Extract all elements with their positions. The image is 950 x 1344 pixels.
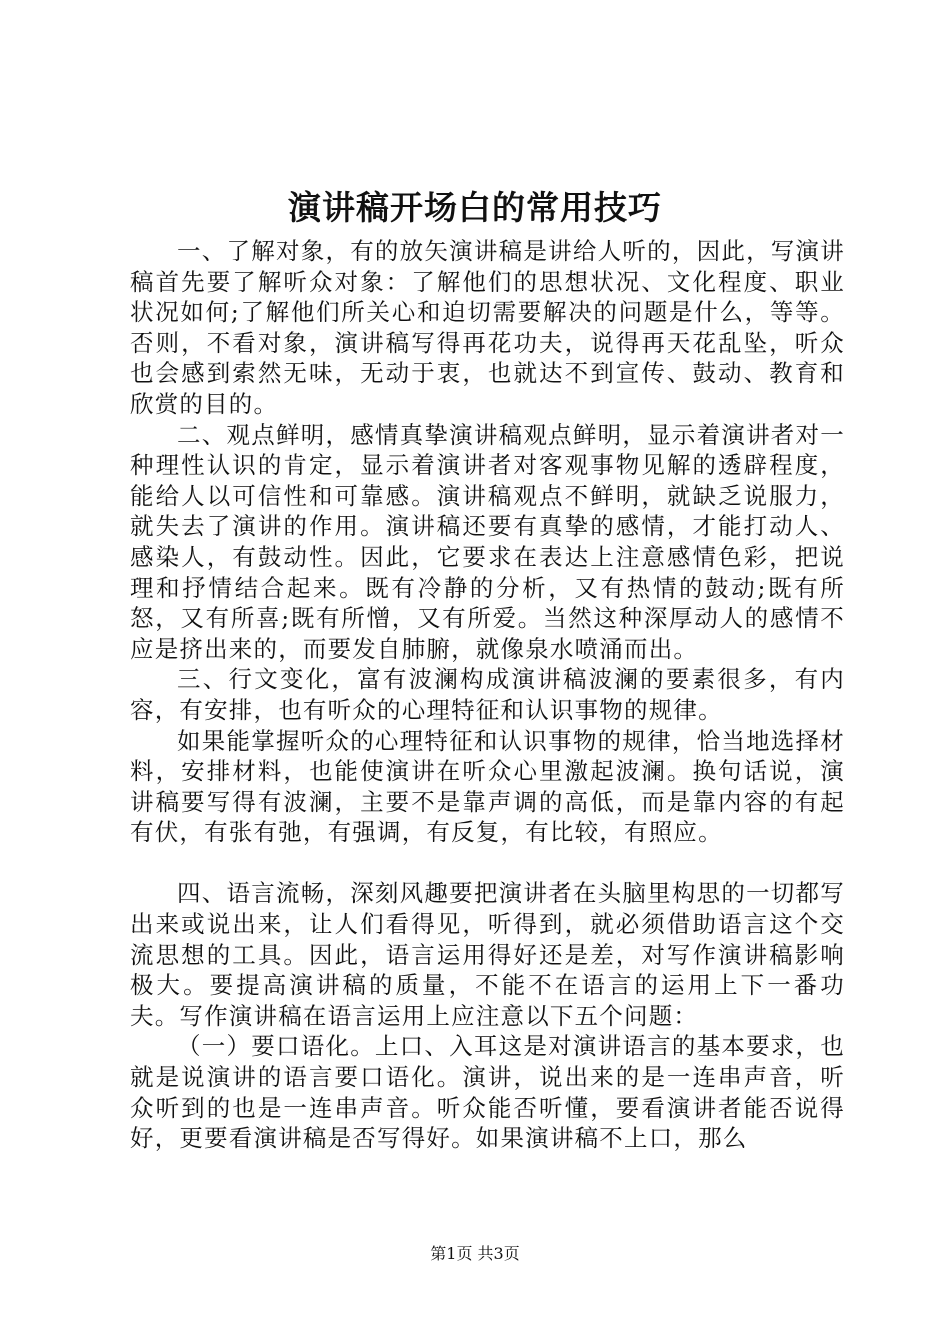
paragraph: 二、观点鲜明，感情真挚演讲稿观点鲜明，显示着演讲者对一种理性认识的肯定，显示着演讲者对客观事物见解的透辟程度，能给人以可信性和可靠感。演讲稿观点不鲜明，就缺乏说服力，就失去了演讲的作用。演讲稿还要有真挚的感情，才能打动人、感染人，有鼓动性。因此，它要求在表达上注意感情色彩，把说理和抒情结合起来。既有冷静的分析，又有热情的鼓动;既有所怒，又有所喜;既有所憎，又有所爱。当然这种深厚动人的感情不应是挤出来的，而要发自肺腑，就像泉水喷涌而出。 bbox=[130, 420, 845, 663]
document-title: 演讲稿开场白的常用技巧 bbox=[288, 188, 662, 227]
paragraph: 如果能掌握听众的心理特征和认识事物的规律，恰当地选择材料，安排材料，也能使演讲在听众心里激起波澜。换句话说，演讲稿要写得有波澜，主要不是靠声调的高低，而是靠内容的有起有伏，有张有弛，有强调，有反复，有比较，有照应。 bbox=[130, 726, 845, 847]
paragraph: （一）要口语化。上口、入耳这是对演讲语言的基本要求，也就是说演讲的语言要口语化。演讲，说出来的是一连串声音，听众听到的也是一连串声音。听众能否听懂，要看演讲者能否说得好，更要看演讲稿是否写得好。如果演讲稿不上口，那么 bbox=[130, 1032, 845, 1153]
paragraph: 三、行文变化，富有波澜构成演讲稿波澜的要素很多，有内容，有安排，也有听众的心理特征和认识事物的规律。 bbox=[130, 665, 845, 724]
paragraph: 一、了解对象，有的放矢演讲稿是讲给人听的，因此，写演讲稿首先要了解听众对象：了解他们的思想状况、文化程度、职业状况如何;了解他们所关心和迫切需要解决的问题是什么，等等。否则，不看对象，演讲稿写得再花功夫，说得再天花乱坠，听众也会感到索然无味，无动于衷，也就达不到宣传、鼓动、教育和欣赏的目的。 bbox=[130, 237, 845, 418]
paragraph-gap bbox=[130, 848, 845, 879]
page-footer: 第1页 共3页 bbox=[430, 1244, 520, 1263]
paragraph: 四、语言流畅，深刻风趣要把演讲者在头脑里构思的一切都写出来或说出来，让人们看得见，听得到，就必须借助语言这个交流思想的工具。因此，语言运用得好还是差，对写作演讲稿影响极大。要提高演讲稿的质量，不能不在语言的运用上下一番功夫。写作演讲稿在语言运用上应注意以下五个问题： bbox=[130, 879, 845, 1030]
document-body bbox=[130, 236, 845, 1154]
